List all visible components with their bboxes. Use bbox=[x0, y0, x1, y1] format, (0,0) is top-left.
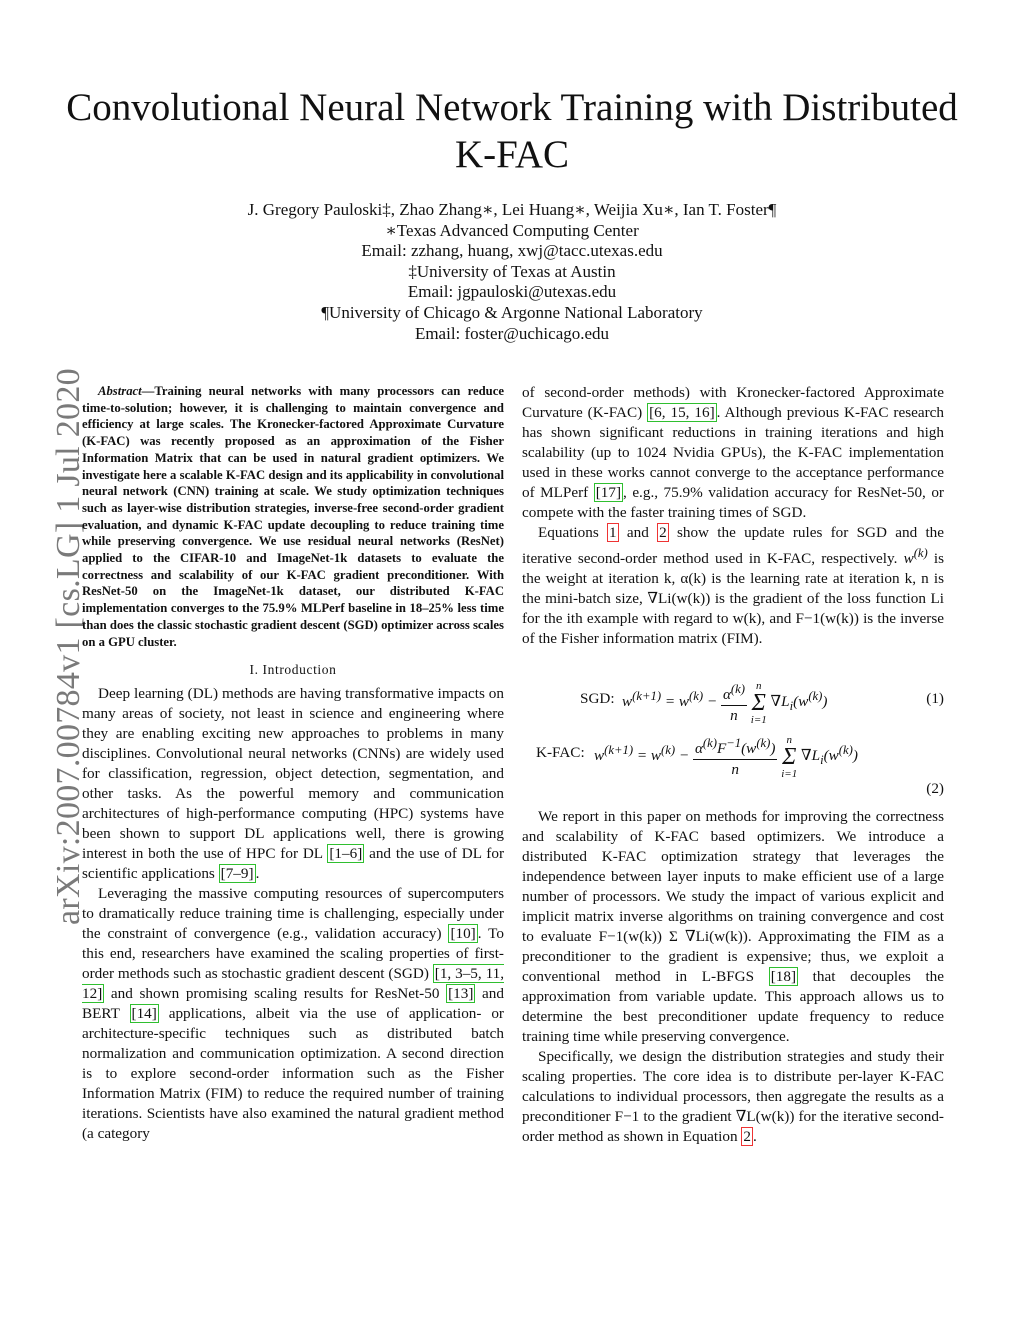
right-paragraph-1: of second-order methods) with Kronecker-factored Approximate Curvature (K-FAC) [6, 15, 16] . Although previous K-FAC research has shown significant reductions in training iterations and high scalability (up to 1024 Nvidia GPUs), the K-FAC implementation used in these works cannot converge to the acceptance performance of MLPerf [17] , e.g., 75.9% validation accuracy for ResNet-50, or compete with the faster training times of SGD. bbox=[522, 384, 944, 521]
equation-1: SGD: $w^{(k+1)} = w^{(k)}$ − $\frac{\alpha^{(k)}}{n}$ n Σ i=1 $\nabla L_i(w^{(k)})$ (1) bbox=[580, 679, 944, 726]
abstract-label: Abstract— bbox=[98, 384, 155, 398]
right-paragraph-4: Specifically, we design the distribution strategies and study their scaling properties. The core idea is to distribute per-layer K-FAC calculations to individual processors, then aggregate the results as a preconditioner F−1 to the gradient ∇L(w(k)) for the iterative second-order method as shown in Equation 2 . bbox=[522, 1048, 944, 1146]
intro-paragraph-1: Deep learning (DL) methods are having transformative impacts on many areas of society, not least in science and engineering where they are enabling exciting new approaches to problems in many disciplines. Convolutional neural networks (CNNs) are widely used for classification, regression, object detection, segmentation, and other tasks. As the powerful memory and communication architectures of high-performance computing (HPC) systems have been shown to support DL applications well, there is growing interest in both the use of HPC for DL [1–6] and the use of DL for scientific applications [7–9] . bbox=[82, 685, 504, 883]
intro-paragraph-2: Leveraging the massive computing resources of supercomputers to dramatically reduce training time is challenging, especially under the constraint of convergence (e.g., validation accuracy) [10] . To this end, researchers have examined the scaling properties of first-order methods such as stochastic gradient descent (SGD) [1, 3–5, 11, 12] and shown promising scaling results for ResNet-50 [13] and BERT [14] applications, albeit via the use of application- or architecture-specific techniques such as distributed batch normalization and communication optimization. A second direction is to explore second-order information such as the Fisher Information Matrix (FIM) to reduce the required number of training iterations. Scientists have also examined the natural gradient method (a category bbox=[82, 885, 504, 1143]
affiliation-1-email: Email: zzhang, huang, xwj@tacc.utexas.edu bbox=[361, 241, 663, 261]
citation-link[interactable]: [7–9] bbox=[220, 865, 254, 883]
equation-1-number: (1) bbox=[926, 690, 944, 708]
right-paragraph-2: Equations 1 and 2 show the update rules for SGD and the iterative second-order method used in K-FAC, respectively. $w^{(k)}$ is the weight at iteration k, α(k) is the learning rate at iteration k, n is the mini-batch size, ∇Li(w(k)) is the gradient of the loss function Li for the ith example with regard to w(k), and F−1(w(k)) is the inverse of the Fisher information matrix (FIM). bbox=[522, 524, 945, 648]
equation-ref-link[interactable]: 2 bbox=[659, 524, 667, 541]
author-list: J. Gregory Pauloski‡, Zhao Zhang∗, Lei Huang∗, Weijia Xu∗, Ian T. Foster¶ bbox=[247, 200, 777, 219]
citation-link[interactable]: [10] bbox=[450, 925, 476, 943]
section-heading-introduction: I. Introduction bbox=[249, 662, 337, 678]
affiliation-3: ¶University of Chicago & Argonne National Laboratory bbox=[321, 302, 703, 322]
right-paragraph-3: We report in this paper on methods for improving the correctness and scalability of K-FAC based optimizers. We introduce a distributed K-FAC optimization strategy that leverages the independence between layer inputs to make efficient use of a large number of processors. We study the impact of various explicit and implicit matrix inverse algorithms on training convergence and cost to evaluate F−1(w(k)) Σ ∇Li(w(k)). Approximating the FIM as a preconditioner to the gradient is expensive; thus, we exploit a conventional method in L-BFGS [18] that decouples the approximation from variable update. This approach allows us to determine the best preconditioner update frequency to reduce training time while preserving convergence. bbox=[522, 808, 944, 1046]
author-block bbox=[60, 200, 964, 344]
equation-ref-link[interactable]: 2 bbox=[743, 1128, 751, 1146]
citation-link[interactable]: [1, 3–5, 11, 12] bbox=[82, 965, 504, 1003]
affiliation-2-email: Email: jgpauloski@utexas.edu bbox=[407, 282, 617, 302]
abstract bbox=[82, 383, 504, 650]
citation-link[interactable]: [17] bbox=[595, 484, 622, 501]
affiliation-3-email: Email: foster@uchicago.edu bbox=[414, 323, 610, 343]
equation-ref-link[interactable]: 1 bbox=[609, 524, 617, 541]
paper-title: Convolutional Neural Network Training with Distributed K-FAC bbox=[66, 86, 958, 176]
abstract-text: Training neural networks with many processors can reduce time-to-solution; however, it is challenging to maintain convergence and efficiency at large scales. The Kronecker-factored Approximate Curvature (K-FAC) was recently proposed as an approximation of the Fisher Information Matrix that can be used in natural gradient optimizers. We investigate here a scalable K-FAC design and its applicability in convolutional neural network (CNN) training at scale. We study optimization techniques such as layer-wise distribution strategies, inverse-free second-order gradient evaluation, and dynamic K-FAC update decoupling to reduce training time while preserving convergence. We use residual neural networks (ResNet) applied to the CIFAR-10 and ImageNet-1k datasets to evaluate the correctness and scalability of our K-FAC gradient preconditioner. With ResNet-50 on the ImageNet-1k dataset, our distributed K-FAC implementation converges to the 75.9% MLPerf baseline in 18–25% less time than does the classic stochastic gradient descent (SGD) optimizer across scales on a GPU cluster. bbox=[82, 384, 504, 649]
arxiv-identifier: arXiv:2007.00784v1 [cs.LG] 1 Jul 2020 bbox=[50, 368, 87, 925]
citation-link[interactable]: [6, 15, 16] bbox=[649, 404, 715, 421]
affiliation-2: ‡University of Texas at Austin bbox=[408, 261, 616, 281]
equation-2-number: (2) bbox=[926, 780, 944, 798]
affiliation-1: ∗Texas Advanced Computing Center bbox=[385, 220, 639, 240]
right-column bbox=[522, 383, 944, 1147]
equation-1-label: SGD: bbox=[580, 690, 615, 708]
left-column bbox=[82, 383, 504, 1144]
citation-link[interactable]: [14] bbox=[131, 1005, 157, 1023]
citation-link[interactable]: [13] bbox=[448, 985, 474, 1003]
equation-2: K-FAC: $w^{(k+1)} = w^{(k)}$ − $\frac{\alpha^{(k)}F^{-1}(w^{(k)})}{n}$ n Σ i=1 $\nabla L_i(w^{(k)})$ (2) bbox=[536, 733, 944, 798]
citation-link[interactable]: [18] bbox=[770, 968, 797, 986]
citation-link[interactable]: [1–6] bbox=[329, 845, 363, 863]
equation-2-label: K-FAC: bbox=[536, 744, 585, 762]
